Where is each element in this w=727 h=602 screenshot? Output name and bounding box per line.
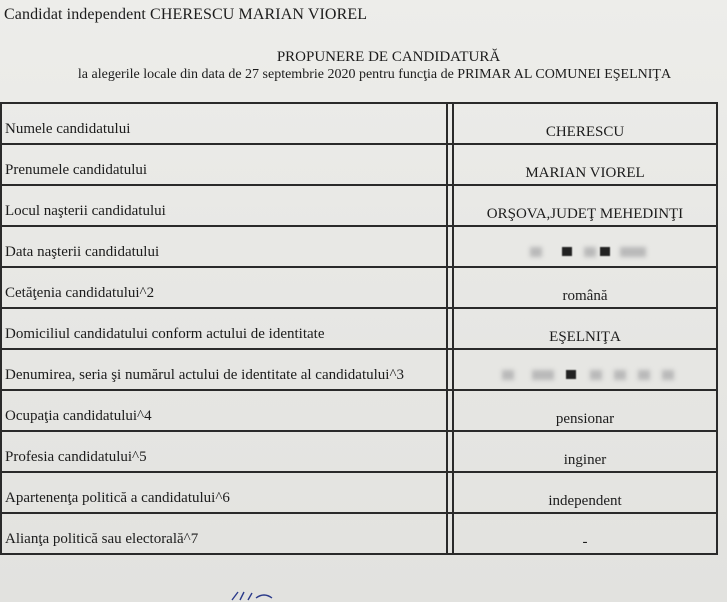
row-value: ORŞOVA,JUDEŢ MEHEDINŢI — [486, 206, 684, 222]
row-label: Alianţa politică sau electorală^7 — [5, 531, 199, 547]
row-label: Ocupaţia candidatului^4 — [5, 408, 152, 424]
row-value: inginer — [563, 452, 607, 468]
candidate-header: Candidat independent CHERESCU MARIAN VIOREL — [4, 6, 368, 23]
row-value: independent — [548, 493, 622, 509]
form-row-profession — [1, 431, 717, 472]
document-title-block — [0, 48, 727, 84]
form-row-last-name — [1, 103, 717, 144]
form-row-first-name — [1, 144, 717, 185]
form-row-political-affiliation — [1, 472, 717, 513]
candidate-form-table — [0, 102, 718, 555]
redacted-birth-date — [454, 243, 716, 261]
form-row-citizenship — [1, 267, 717, 308]
row-value: EŞELNIŢA — [549, 329, 621, 345]
row-value: română — [562, 288, 608, 304]
document-subtitle: la alegerile locale din data de 27 septembrie 2020 pentru funcţia de PRIMAR AL COMUNEI EŞELNIŢA — [77, 67, 672, 82]
row-label: Denumirea, seria şi numărul actului de identitate al candidatului^3 — [5, 367, 404, 383]
row-value: pensionar — [555, 411, 615, 427]
document-title: PROPUNERE DE CANDIDATURĂ — [276, 49, 501, 65]
row-label: Domiciliul candidatului conform actului de identitate — [5, 326, 325, 342]
row-label: Cetăţenia candidatului^2 — [5, 285, 155, 301]
row-label: Apartenenţa politică a candidatului^6 — [5, 490, 230, 506]
redacted-id-document — [454, 366, 716, 384]
form-row-alliance — [1, 513, 717, 554]
row-value: CHERESCU — [545, 124, 625, 140]
row-label: Locul naşterii candidatului — [5, 203, 166, 219]
ink-scribble — [230, 590, 290, 602]
row-value: MARIAN VIOREL — [525, 165, 645, 181]
row-label: Data naşterii candidatului — [5, 244, 160, 260]
form-row-birth-date — [1, 226, 717, 267]
row-value: - — [582, 534, 588, 550]
form-row-occupation — [1, 390, 717, 431]
form-row-birthplace — [1, 185, 717, 226]
row-label: Profesia candidatului^5 — [5, 449, 147, 465]
row-label: Numele candidatului — [5, 121, 131, 137]
row-label: Prenumele candidatului — [5, 162, 148, 178]
form-row-id-document — [1, 349, 717, 390]
form-row-domicile — [1, 308, 717, 349]
